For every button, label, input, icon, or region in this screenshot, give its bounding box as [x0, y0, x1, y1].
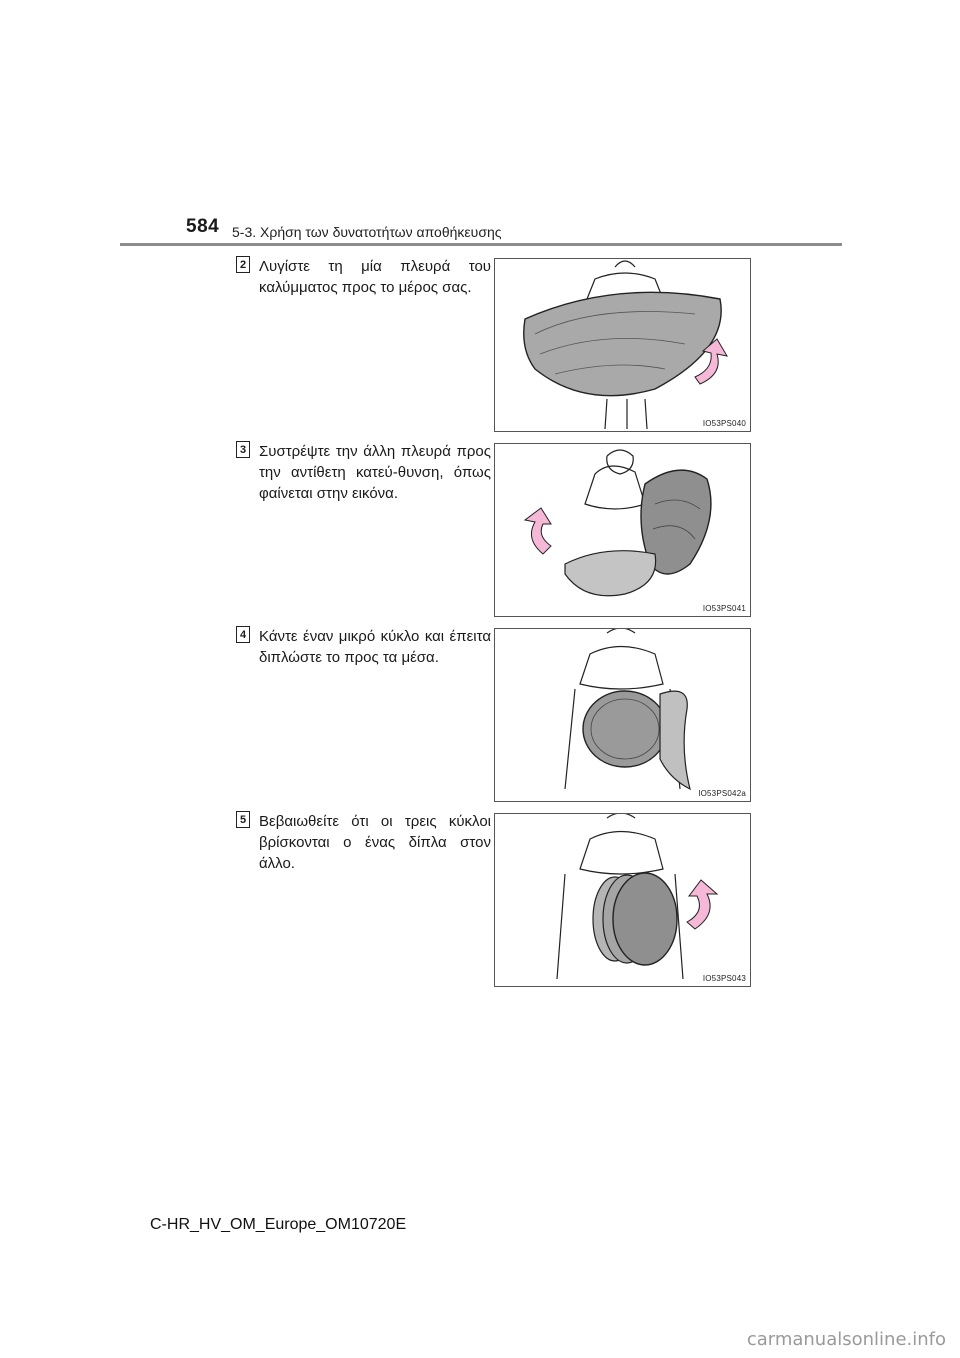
step-number-badge: 3	[236, 441, 250, 458]
three-circles-illustration	[495, 814, 750, 986]
step-number-badge: 4	[236, 626, 250, 643]
step-number-badge: 2	[236, 256, 250, 273]
twisting-cover-illustration	[495, 444, 750, 616]
step-instruction: Κάντε έναν μικρό κύκλο και έπειτα διπλώστε το προς τα μέσα.	[259, 628, 491, 666]
figure-code: IO53PS043	[702, 974, 746, 983]
watermark: carmanualsonline.info	[746, 1329, 946, 1350]
step-illustration	[494, 813, 751, 987]
figure-code: IO53PS041	[702, 604, 746, 613]
step-illustration	[494, 628, 751, 802]
step-number-badge: 5	[236, 811, 250, 828]
page-number: 584	[186, 216, 220, 237]
header-rule	[120, 243, 842, 246]
section-title: 5-3. Χρήση των δυνατοτήτων αποθήκευσης	[232, 224, 502, 240]
step-instruction: Συστρέψτε την άλλη πλευρά προς την αντίθετη κατεύ-θυνση, όπως φαίνεται στην εικόνα.	[259, 443, 491, 502]
step-illustration	[494, 258, 751, 432]
folding-cover-illustration	[495, 259, 750, 431]
step-instruction: Βεβαιωθείτε ότι οι τρεις κύκλοι βρίσκονται ο ένας δίπλα στον άλλο.	[259, 813, 491, 872]
document-id: C-HR_HV_OM_Europe_OM10720E	[150, 1216, 407, 1233]
step-instruction: Λυγίστε τη μία πλευρά του καλύμματος προς το μέρος σας.	[259, 258, 491, 296]
figure-code: IO53PS040	[702, 419, 746, 428]
figure-code: IO53PS042a	[698, 789, 746, 798]
small-circle-illustration	[495, 629, 750, 801]
step-illustration	[494, 443, 751, 617]
